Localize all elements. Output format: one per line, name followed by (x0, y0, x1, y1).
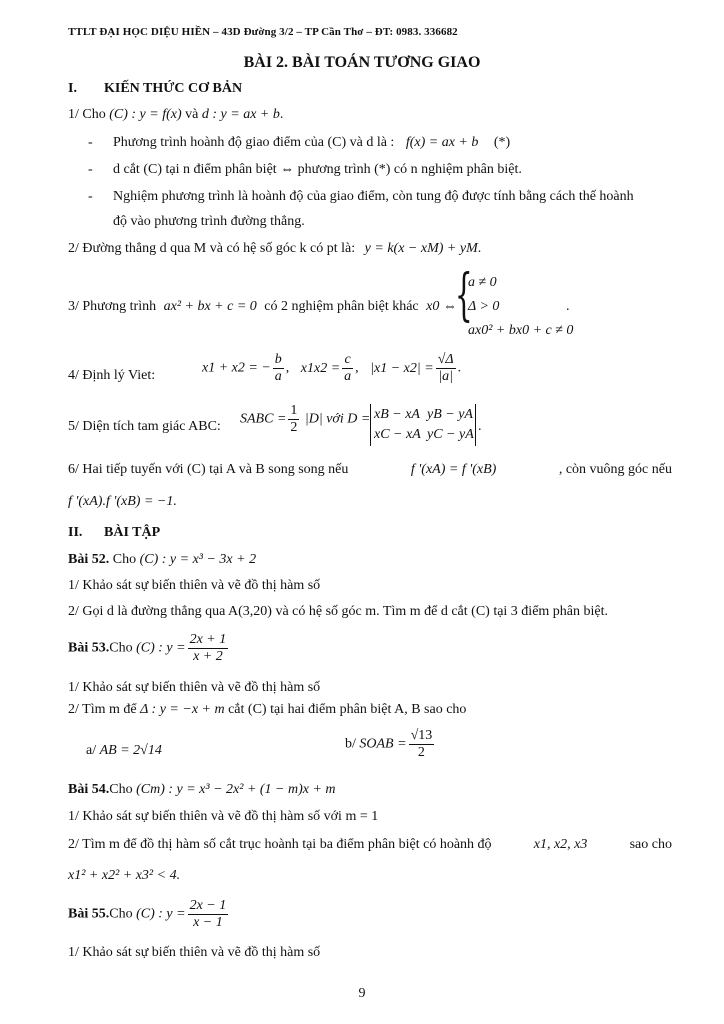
area-denominator: 2 (417, 745, 425, 760)
line-equation: Δ : y = −x + m (140, 702, 225, 717)
exercise-54 (68, 781, 336, 799)
bullet-dash: - (88, 189, 93, 204)
roots-condition: x1² + x2² + x3² < 4. (68, 868, 181, 883)
exercise-53-question-1: 1/ Khảo sát sự biến thiên và vẽ đồ thị hàm số (68, 680, 321, 695)
viet-sum-lhs: x1 + x2 = − (202, 360, 271, 376)
determinant-matrix (370, 404, 476, 446)
condition-2: Δ > 0 (468, 299, 500, 314)
quadratic-equation: ax² + bx + c = 0 (163, 299, 257, 314)
bullet-1-text: Phương trình hoành độ giao điểm của (C) và d là : (113, 135, 395, 150)
exercise-function: (Cm) : y = x³ − 2x² + (1 − m)x + m (136, 782, 336, 797)
period: . (478, 419, 482, 434)
bullet-dash: - (88, 135, 93, 150)
bullet-3: Nghiệm phương trình là hoành độ của giao điểm, còn tung độ được tính bằng cách thế hoành (113, 189, 634, 204)
line-definition: d : y = ax + b (201, 107, 280, 122)
section-heading-2 (68, 524, 160, 542)
exercise-function-lhs: (C) : y = (136, 640, 186, 656)
item-2-text: 2/ Đường thẳng d qua M và có hệ số góc k có pt là: (68, 241, 356, 256)
period: . (566, 299, 570, 314)
exercise-55-question-1: 1/ Khảo sát sự biến thiên và vẽ đồ thị hàm số (68, 945, 321, 960)
viet-difference-lhs: |x1 − x2| = (370, 360, 434, 376)
item-1 (68, 106, 283, 124)
perpendicular-condition: f '(xA).f '(xB) = −1. (68, 494, 177, 509)
page-header: TTLT ĐẠI HỌC DIỆU HIỀN – 43D Đường 3/2 – TP Cần Thơ – ĐT: 0983. 336682 (68, 26, 458, 38)
item-5-label: 5/ Diện tích tam giác ABC: (68, 419, 221, 434)
area-lhs: SABC = (240, 411, 287, 427)
period: . (477, 241, 482, 256)
exercise-52 (68, 551, 256, 569)
exercise-52-question-1: 1/ Khảo sát sự biến thiên và vẽ đồ thị hàm số (68, 578, 321, 593)
left-brace: { (454, 263, 473, 328)
bullet-2: d cắt (C) tại n điểm phân biệt ⇔ phương trình (*) có n nghiệm phân biệt. (113, 162, 522, 177)
function-denominator: x + 2 (193, 649, 223, 664)
exercise-intro: Cho (112, 552, 137, 567)
exercise-54-question-2 (68, 836, 672, 854)
exercise-53-part-b (345, 728, 436, 761)
item-3-text: 3/ Phương trình (68, 299, 157, 314)
section-heading-1 (68, 80, 242, 98)
section-label: BÀI TẬP (104, 525, 161, 540)
exercise-label: Bài 53. (68, 640, 110, 656)
exercise-53-question-2 (68, 701, 466, 719)
equation-tag: (*) (493, 135, 511, 150)
exercise-label: Bài 54. (68, 782, 110, 797)
area-denominator: 2 (290, 420, 298, 435)
x0-equivalence: x0 ⇔ (426, 299, 457, 314)
item-6-text-2: , còn vuông góc nếu (558, 462, 672, 477)
matrix-cell: xB − xA (374, 407, 420, 422)
matrix-cell: yC − yA (427, 427, 474, 442)
exercise-function: (C) : y = x³ − 3x + 2 (139, 552, 257, 567)
part-label: b/ (345, 736, 356, 752)
item-6-text: 6/ Hai tiếp tuyến với (C) tại A và B song song nếu (68, 462, 349, 477)
area-determinant-intro: |D| với D = (304, 411, 371, 427)
matrix-cell: yB − yA (427, 407, 473, 422)
viet-difference-denominator: |a| (438, 369, 453, 384)
triangle-area-formula (240, 403, 370, 436)
area-lhs: SOAB = (359, 736, 407, 752)
roots: x1, x2, x3 (533, 837, 588, 852)
section-number: II. (68, 525, 83, 540)
question-text-2: cắt (C) tại hai điểm phân biệt A, B sao cho (228, 702, 467, 717)
exercise-53 (68, 632, 230, 665)
exercise-intro: Cho (109, 906, 133, 922)
page-number: 9 (358, 986, 366, 1001)
question-text-2: sao cho (629, 837, 672, 852)
page-title: BÀI 2. BÀI TOÁN TƯƠNG GIAO (243, 54, 481, 71)
viet-product-numerator: c (342, 352, 353, 369)
viet-difference-numerator: √Δ (437, 352, 454, 367)
item-6 (68, 461, 672, 479)
bullet-1 (113, 134, 510, 152)
parallel-condition: f '(xA) = f '(xB) (410, 462, 497, 477)
exercise-53-part-a (86, 742, 162, 760)
exercise-label: Bài 52. (68, 552, 110, 567)
condition-3: ax0² + bx0 + c ≠ 0 (468, 323, 574, 338)
bullet-3-continued: độ vào phương trình đường thẳng. (113, 214, 305, 229)
viet-product-denominator: a (344, 369, 352, 384)
bullet-1-equation: f(x) = ax + b (405, 135, 479, 150)
viet-formulas: x1 + x2 = − $\frac{b}{a}$ , x1x2 = $\frac{c}{a}$ , |x1 − x2| = $\frac{√\Delta}{|a|}$ . (202, 352, 462, 384)
exercise-52-question-2: 2/ Gọi d là đường thẳng qua A(3,20) và có hệ số góc m. Tìm m để d cắt (C) tại 3 điểm phân biệt. (68, 604, 609, 619)
function-numerator: 2x + 1 (189, 632, 227, 647)
exercise-intro: Cho (109, 640, 133, 656)
viet-sum-numerator: b (274, 352, 282, 367)
condition-1: a ≠ 0 (468, 275, 497, 290)
distance-condition: AB = 2√14 (99, 743, 162, 758)
item-3 (68, 298, 457, 316)
part-label: a/ (86, 743, 97, 758)
function-denominator: x − 1 (193, 915, 223, 930)
viet-sum-denominator: a (274, 369, 282, 384)
item-3-text-2: có 2 nghiệm phân biệt khác (264, 299, 419, 314)
period: . (279, 107, 284, 122)
question-text: 2/ Tìm m để đồ thị hàm số cắt trục hoành tại ba điểm phân biệt có hoành độ (68, 837, 492, 852)
exercise-function-lhs: (C) : y = (136, 906, 186, 922)
function-numerator: 2x − 1 (189, 898, 227, 913)
viet-product-lhs: x1x2 = (300, 360, 341, 376)
conjunction: và (185, 107, 199, 122)
section-number: I. (68, 81, 77, 96)
line-through-point-equation: y = k(x − xM) + yM (364, 241, 478, 256)
area-numerator: 1 (290, 403, 298, 418)
section-label: KIẾN THỨC CƠ BẢN (104, 81, 243, 96)
question-text: 2/ Tìm m để (68, 702, 137, 717)
bullet-dash: - (88, 162, 93, 177)
matrix-cell: xC − xA (374, 427, 421, 442)
item-4-label: 4/ Định lý Viet: (68, 368, 156, 383)
exercise-label: Bài 55. (68, 906, 110, 922)
exercise-55 (68, 898, 230, 931)
item-1-prefix: 1/ Cho (68, 107, 106, 122)
exercise-54-question-1: 1/ Khảo sát sự biến thiên và vẽ đồ thị hàm số với m = 1 (68, 809, 379, 824)
curve-definition: (C) : y = f(x) (109, 107, 182, 122)
area-numerator: √13 (410, 728, 433, 743)
exercise-intro: Cho (109, 782, 133, 797)
item-2 (68, 240, 481, 258)
